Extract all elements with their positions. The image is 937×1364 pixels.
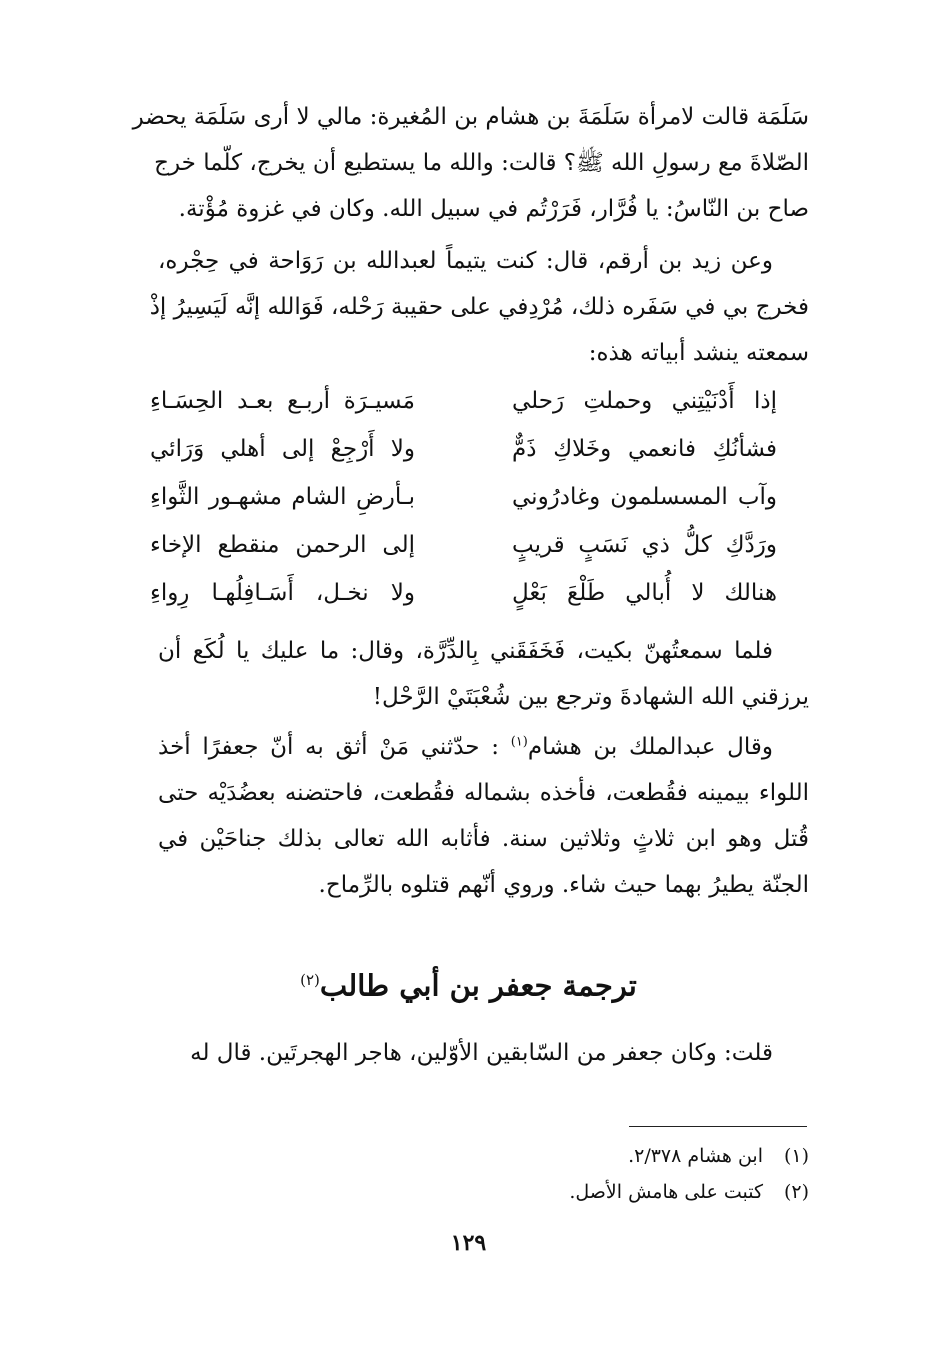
poem-verse bbox=[150, 378, 777, 426]
text-line bbox=[158, 724, 809, 770]
poem bbox=[150, 378, 777, 618]
text-line: يرزقني الله الشهادةَ وترجع بين شُعْبَتَيْ الرَّحْل! bbox=[372, 684, 809, 710]
poem-verse bbox=[150, 474, 777, 522]
text-line: سمعته ينشد أبياته هذه: bbox=[588, 340, 809, 366]
text-line: قلت: وكان جعفر من السّابقين الأوّلين، هاجر الهجرتَين. قال له bbox=[190, 1040, 773, 1066]
paragraph-jafar bbox=[158, 1030, 809, 1076]
paragraph-zaid-ibn-arqam bbox=[149, 238, 809, 376]
footnote-item bbox=[300, 1138, 809, 1174]
footnote-marker[interactable]: (١) bbox=[510, 734, 528, 750]
text-line: اللواء بيمينه فقُطعت، فأخذه بشماله فقُطعت، فاحتضنه بعضُدَيْه حتى bbox=[158, 780, 809, 806]
footnote-marker[interactable]: (٢) bbox=[300, 971, 320, 989]
footnote-divider bbox=[629, 1126, 807, 1127]
verse-second-hemistich: بـأرضِ الشام مشهـور الثَّواءِ bbox=[150, 484, 415, 510]
paragraph-salama bbox=[132, 94, 809, 232]
text-line: فلما سمعتُهنّ بكيت، فَخَفَقَني بِالدِّرَّة، وقال: ما عليك يا لُكَع أن bbox=[158, 638, 773, 664]
text-line: الجنّة يطيرُ بهما حيث شاء. وروي أنّهم قتلوه بالرِّماح. bbox=[318, 872, 809, 898]
verse-second-hemistich: مَسيـرَة أربـع بعـد الحِسَـاءِ bbox=[150, 388, 415, 414]
footnote-number: (١) bbox=[783, 1145, 809, 1167]
verse-first-hemistich: ورَدَّكِ كلُّ ذي نَسَبٍ قريبٍ bbox=[512, 532, 777, 558]
footnotes bbox=[300, 1138, 809, 1210]
verse-first-hemistich: فشأنُكِ فانعمي وخَلاكِ ذَمٌّ bbox=[512, 436, 777, 462]
text-line: الصّلاةَ مع رسولِ الله ﷺ؟ قالت: والله ما يستطيع أن يخرج، كلّما خرج bbox=[154, 150, 809, 176]
paragraph-ibn-hisham bbox=[158, 724, 809, 908]
text-segment: : حدّثني مَنْ أثق به أنّ جعفرًا أخذ bbox=[158, 734, 499, 760]
text-line: قُتل وهو ابن ثلاثٍ وثلاثين سنة. فأثابه الله تعالى بذلك جناحَيْن في bbox=[158, 826, 809, 852]
verse-first-hemistich: هنالك لا أُبالي طَلْعَ بَعْلٍ bbox=[512, 580, 777, 606]
verse-second-hemistich: إلى الرحمن منقطع الإخاء bbox=[150, 532, 415, 558]
text-line: سَلَمَة قالت لامرأة سَلَمَةَ بن هشام بن المُغيرة: مالي لا أرى سَلَمَة يحضر bbox=[132, 104, 809, 130]
verse-second-hemistich: ولا أَرْجِعْ إلى أهلي وَرَائي bbox=[150, 436, 415, 462]
section-heading bbox=[0, 950, 937, 1016]
section-title: ترجمة جعفر بن أبي طالب bbox=[319, 968, 637, 1003]
text-line: وعن زيد بن أرقم، قال: كنت يتيماً لعبدالله بن رَوَاحة في حِجْره، bbox=[158, 248, 773, 274]
text-line: فخرج بي في سَفَره ذلك، مُرْدِفي على حقيبة رَحْله، فَوَالله إنَّه لَيَسِيرُ إذْ bbox=[149, 294, 809, 320]
footnote-number: (٢) bbox=[783, 1181, 809, 1203]
footnote-text: ابن هشام ٢/٣٧٨. bbox=[628, 1145, 763, 1167]
poem-verse bbox=[150, 570, 777, 618]
footnote-text: كتبت على هامش الأصل. bbox=[569, 1181, 763, 1203]
poem-verse bbox=[150, 522, 777, 570]
footnote-item bbox=[300, 1174, 809, 1210]
text-segment: وقال عبدالملك بن هشام bbox=[527, 734, 773, 760]
verse-second-hemistich: ولا نخـل، أَسَـافِلُهـا رِواءِ bbox=[150, 580, 415, 606]
paragraph-after-poem bbox=[158, 628, 809, 720]
page-number: ١٢٩ bbox=[450, 1230, 487, 1256]
verse-first-hemistich: إذا أَدْنَيْتِني وحملتِ رَحلي bbox=[512, 388, 777, 414]
poem-verse bbox=[150, 426, 777, 474]
verse-first-hemistich: وآب المسسلمون وغادرُوني bbox=[512, 484, 777, 510]
text-line: صاح بن النّاسُ: يا فُرَّار، فَرَرْتُم في سبيل الله. وكان في غزوة مُؤْتة. bbox=[178, 196, 809, 222]
